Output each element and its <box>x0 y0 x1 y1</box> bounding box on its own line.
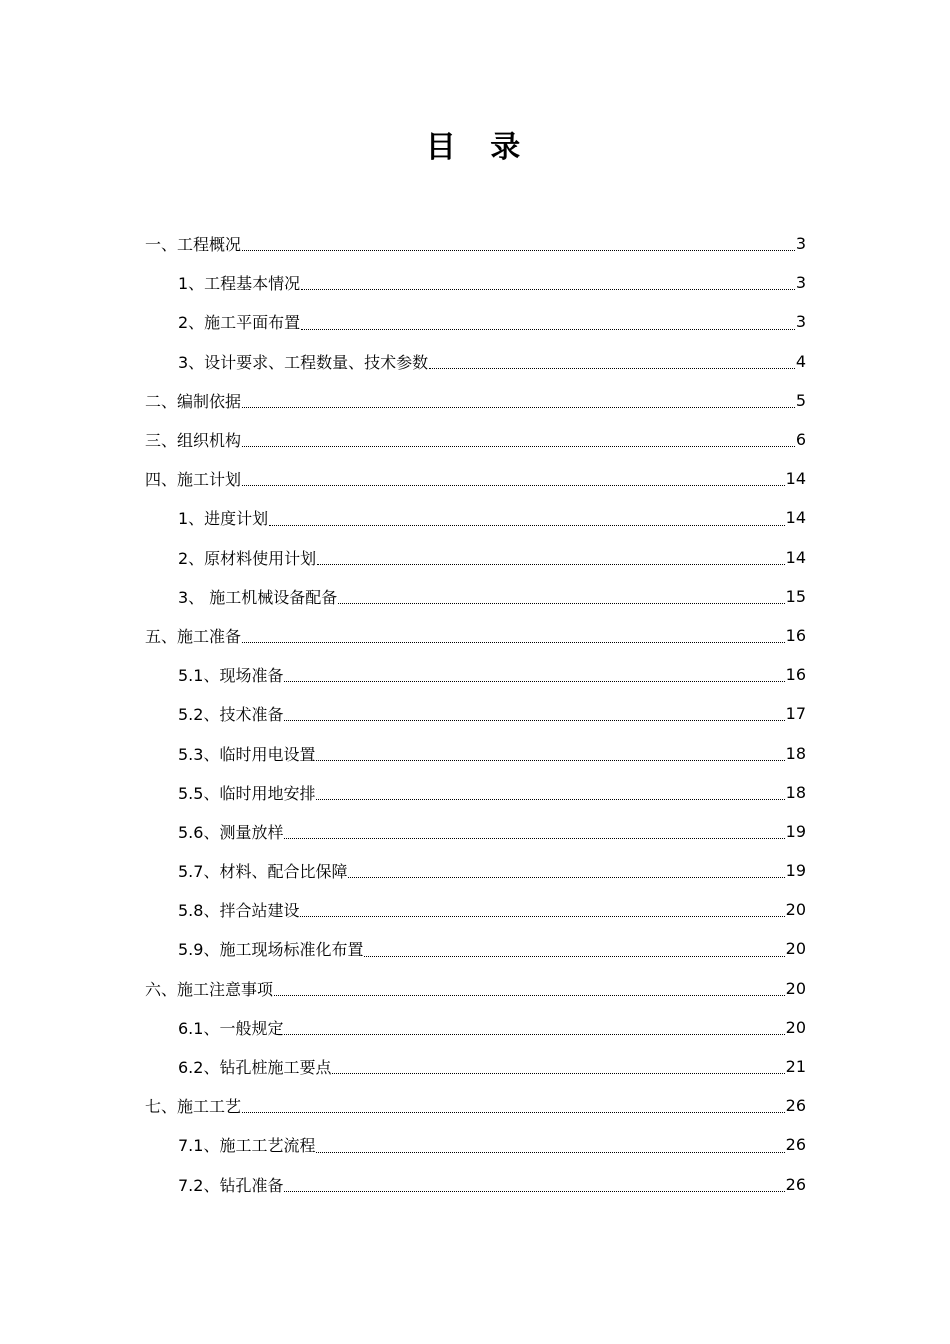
toc-entry-page-number: 21 <box>785 1057 806 1077</box>
toc-entry-label: 四、施工计划 <box>145 470 242 490</box>
toc-entry-label: 5.9、施工现场标准化布置 <box>178 940 364 960</box>
toc-dot-leader <box>269 524 784 526</box>
toc-entry-label: 6.1、一般规定 <box>178 1018 284 1038</box>
toc-subsection-entry[interactable] <box>0 773 950 812</box>
toc-entry-label: 5.8、拌合站建设 <box>178 901 300 921</box>
toc-subsection-entry[interactable] <box>0 733 950 772</box>
page-title: 目 录 <box>425 130 533 165</box>
toc-entry-page-number: 20 <box>785 900 806 920</box>
toc-entry-page-number: 14 <box>785 469 806 489</box>
toc-dot-leader <box>242 445 795 447</box>
toc-dot-leader <box>300 915 784 917</box>
toc-entry-page-number: 16 <box>785 625 806 645</box>
toc-dot-leader <box>284 837 784 839</box>
table-of-contents <box>0 224 950 1204</box>
toc-subsection-entry[interactable] <box>0 851 950 890</box>
toc-dot-leader <box>274 994 785 996</box>
toc-dot-leader <box>242 406 795 408</box>
toc-subsection-entry[interactable] <box>0 1165 950 1204</box>
toc-section-entry[interactable] <box>0 224 950 263</box>
toc-entry-page-number: 6 <box>795 430 806 450</box>
toc-entry-label: 5.5、临时用地安排 <box>178 783 316 803</box>
toc-subsection-entry[interactable] <box>0 929 950 968</box>
toc-subsection-entry[interactable] <box>0 890 950 929</box>
toc-section-entry[interactable] <box>0 616 950 655</box>
toc-entry-label: 3、设计要求、工程数量、技术参数 <box>178 352 429 372</box>
toc-subsection-entry[interactable] <box>0 1125 950 1164</box>
toc-subsection-entry[interactable] <box>0 263 950 302</box>
toc-section-entry[interactable] <box>0 1086 950 1125</box>
toc-entry-label: 5.7、材料、配合比保障 <box>178 862 348 882</box>
toc-dot-leader <box>284 680 784 682</box>
toc-dot-leader <box>284 719 784 721</box>
toc-dot-leader <box>332 1072 784 1074</box>
toc-entry-label: 5.1、现场准备 <box>178 666 284 686</box>
toc-entry-page-number: 20 <box>785 1017 806 1037</box>
toc-subsection-entry[interactable] <box>0 655 950 694</box>
toc-dot-leader <box>301 328 795 330</box>
toc-entry-label: 二、编制依据 <box>145 391 242 411</box>
toc-dot-leader <box>338 602 784 604</box>
toc-entry-label: 七、施工工艺 <box>145 1097 242 1117</box>
toc-subsection-entry[interactable] <box>0 342 950 381</box>
toc-entry-page-number: 16 <box>785 665 806 685</box>
toc-dot-leader <box>317 563 784 565</box>
toc-entry-page-number: 3 <box>795 273 806 293</box>
toc-section-entry[interactable] <box>0 459 950 498</box>
toc-entry-page-number: 19 <box>785 861 806 881</box>
toc-dot-leader <box>301 288 795 290</box>
toc-dot-leader <box>316 798 784 800</box>
toc-entry-page-number: 14 <box>785 508 806 528</box>
toc-dot-leader <box>284 1190 784 1192</box>
toc-entry-label: 一、工程概况 <box>145 235 242 255</box>
toc-entry-label: 三、组织机构 <box>145 431 242 451</box>
toc-entry-label: 1、工程基本情况 <box>178 274 301 294</box>
toc-section-entry[interactable] <box>0 381 950 420</box>
toc-dot-leader <box>284 1033 784 1035</box>
toc-subsection-entry[interactable] <box>0 302 950 341</box>
toc-section-entry[interactable] <box>0 969 950 1008</box>
toc-dot-leader <box>429 367 795 369</box>
toc-entry-page-number: 18 <box>785 782 806 802</box>
toc-dot-leader <box>242 249 795 251</box>
toc-dot-leader <box>242 484 785 486</box>
toc-entry-page-number: 19 <box>785 821 806 841</box>
toc-subsection-entry[interactable] <box>0 1047 950 1086</box>
toc-entry-label: 6.2、钻孔桩施工要点 <box>178 1058 332 1078</box>
toc-entry-page-number: 26 <box>785 1135 806 1155</box>
toc-subsection-entry[interactable] <box>0 694 950 733</box>
toc-entry-label: 5.6、测量放样 <box>178 822 284 842</box>
toc-dot-leader <box>316 759 784 761</box>
toc-entry-label: 5.2、技术准备 <box>178 705 284 725</box>
toc-entry-page-number: 26 <box>785 1096 806 1116</box>
toc-entry-page-number: 4 <box>795 351 806 371</box>
toc-entry-page-number: 14 <box>785 547 806 567</box>
toc-subsection-entry[interactable] <box>0 538 950 577</box>
toc-entry-page-number: 20 <box>785 939 806 959</box>
toc-entry-label: 5.3、临时用电设置 <box>178 744 316 764</box>
toc-entry-page-number: 3 <box>795 312 806 332</box>
toc-subsection-entry[interactable] <box>0 498 950 537</box>
toc-entry-page-number: 15 <box>785 586 806 606</box>
toc-entry-page-number: 17 <box>785 704 806 724</box>
toc-subsection-entry[interactable] <box>0 577 950 616</box>
toc-subsection-entry[interactable] <box>0 812 950 851</box>
toc-dot-leader <box>242 641 785 643</box>
toc-entry-label: 7.1、施工工艺流程 <box>178 1136 316 1156</box>
toc-entry-page-number: 3 <box>795 234 806 254</box>
toc-subsection-entry[interactable] <box>0 1008 950 1047</box>
toc-entry-label: 2、原材料使用计划 <box>178 548 317 568</box>
toc-dot-leader <box>316 1151 784 1153</box>
toc-entry-label: 六、施工注意事项 <box>145 979 274 999</box>
toc-dot-leader <box>242 1111 785 1113</box>
toc-section-entry[interactable] <box>0 420 950 459</box>
toc-entry-label: 1、进度计划 <box>178 509 269 529</box>
toc-entry-page-number: 5 <box>795 390 806 410</box>
toc-entry-label: 五、施工准备 <box>145 626 242 646</box>
toc-entry-page-number: 18 <box>785 743 806 763</box>
toc-dot-leader <box>348 876 784 878</box>
toc-dot-leader <box>364 955 784 957</box>
toc-entry-label: 3、 施工机械设备配备 <box>178 587 338 607</box>
toc-entry-page-number: 20 <box>785 978 806 998</box>
toc-entry-page-number: 26 <box>785 1174 806 1194</box>
toc-entry-label: 7.2、钻孔准备 <box>178 1175 284 1195</box>
toc-entry-label: 2、施工平面布置 <box>178 313 301 333</box>
